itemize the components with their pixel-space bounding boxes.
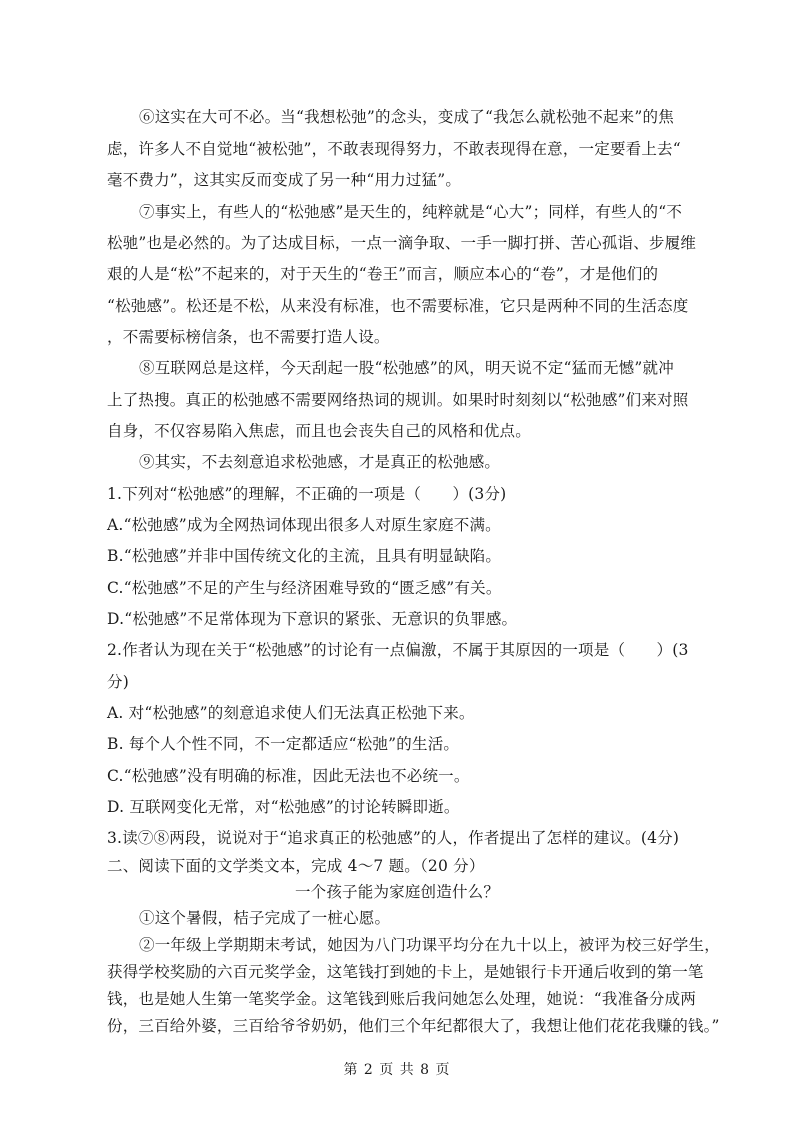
- question-2-stem-line-1: 2.作者认为现在关于“松弛感”的讨论有一点偏激，不属于其原因的一项是（ ）(3: [107, 641, 689, 659]
- passage-p9: ⑨其实，不去刻意追求松弛感，才是真正的松弛感。: [139, 453, 501, 471]
- passage-p7-line-4: “松弛感”。松还是不松，从来没有标准，也不需要标准，它只是两种不同的生活态度: [107, 297, 689, 315]
- question-1-option-d: D.“松弛感”不足常体现为下意识的紧张、无意识的负罪感。: [107, 610, 518, 628]
- question-2-option-d: D. 互联网变化无常，对“松弛感”的讨论转瞬即逝。: [107, 798, 460, 816]
- question-2-option-b: B. 每个人个性不同，不一定都适应“松弛”的生活。: [107, 735, 460, 753]
- passage-p7-line-2: 松驰”也是必然的。为了达成目标，一点一滴争取、一手一脚打拼、苦心孤诣、步履维: [107, 234, 697, 252]
- story-p2-line-2: 获得学校奖励的六百元奖学金，这笔钱打到她的卡上，是她银行卡开通后收到的第一笔: [107, 963, 704, 981]
- passage-p7-line-3: 艰的人是“松”不起来的，对于天生的“卷王”而言，顺应本心的“卷”，才是他们的: [107, 265, 659, 283]
- story-p2-line-4: 份，三百给外婆，三百给爷爷奶奶，他们三个年纪都很大了，我想让他们花花我赚的钱。”: [107, 1017, 720, 1035]
- passage-p8-line-2: 上了热搜。真正的松弛感不需要网络热词的规训。如果时时刻刻以“松弛感”们来对照: [107, 391, 689, 409]
- passage-p8-line-1: ⑧互联网总是这样，今天刮起一股“松弛感”的风，明天说不定“猛而无憾”就冲: [139, 359, 674, 377]
- page-footer: 第 2 页 共 8 页: [343, 1062, 451, 1078]
- story-title: 一个孩子能为家庭创造什么？: [294, 883, 500, 901]
- section-2-heading: 二、阅读下面的文学类文本，完成 4～7 题。（20 分）: [107, 857, 485, 875]
- passage-p7-line-5: ，不需要标榜信条，也不需要打造人设。: [107, 328, 390, 346]
- question-2-stem-line-2: 分): [107, 673, 129, 691]
- passage-p6-line-1: ⑥这实在大可不必。当“我想松弛”的念头，变成了“我怎么就松弛不起来”的焦: [139, 108, 674, 126]
- question-1-option-b: B.“松弛感”并非中国传统文化的主流，且具有明显缺陷。: [107, 547, 502, 565]
- passage-p8-line-3: 自身，不仅容易陷入焦虑，而且也会丧失自己的风格和优点。: [107, 422, 531, 440]
- question-1-stem: 1.下列对“松弛感”的理解，不正确的一项是（ ）(3分): [107, 485, 507, 503]
- question-2-option-c: C.“松弛感”没有明确的标准，因此无法也不必统一。: [107, 767, 470, 785]
- story-p2-line-3: 钱，也是她人生第一笔奖学金。这笔钱到账后我问她怎么处理，她说：“我准备分成两: [107, 990, 697, 1008]
- passage-p6-line-3: 毫不费力”，这其实反而变成了另一种“用力过猛”。: [107, 171, 462, 189]
- passage-p7-line-1: ⑦事实上，有些人的“松弛感”是天生的，纯粹就是“心大”；同样，有些人的“不: [139, 203, 683, 221]
- question-2-option-a: A. 对“松弛感”的刻意追求使人们无法真正松弛下来。: [107, 704, 475, 722]
- story-p2-line-1: ②一年级上学期期末考试，她因为八门功课平均分在九十以上，被评为校三好学生，: [139, 936, 720, 954]
- story-p1: ①这个暑假，桔子完成了一桩心愿。: [139, 909, 391, 927]
- question-1-option-c: C.“松弛感”不足的产生与经济困难导致的“匮乏感”有关。: [107, 579, 502, 597]
- question-3: 3.读⑦⑧两段，说说对于“追求真正的松弛感”的人，作者提出了怎样的建议。(4分): [107, 829, 680, 847]
- passage-p6-line-2: 虑，许多人不自觉地“被松弛”，不敢表现得努力，不敢表现得在意，一定要看上去“: [107, 140, 681, 158]
- question-1-option-a: A.“松弛感”成为全网热词体现出很多人对原生家庭不满。: [107, 516, 501, 534]
